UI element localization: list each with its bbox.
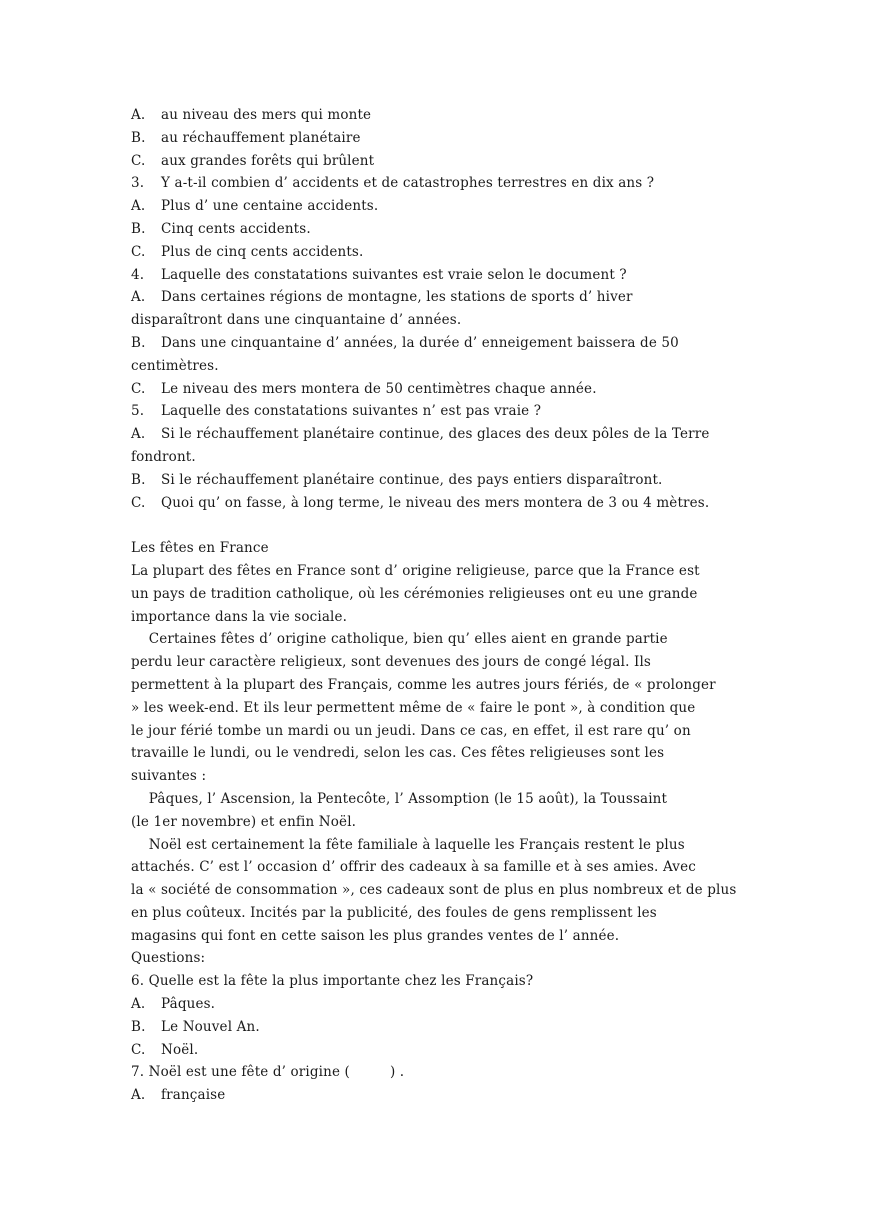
option-letter: A. xyxy=(131,426,146,443)
q4-option-a-continuation: disparaîtront dans une cinquantaine d’ années. xyxy=(131,312,462,329)
questions-label: Questions: xyxy=(131,950,206,967)
question-6: 6. Quelle est la fête la plus importante chez les Français? xyxy=(131,973,534,990)
q4-option-b-continuation: centimètres. xyxy=(131,357,219,374)
passage-line: (le 1er novembre) et enfin Noël. xyxy=(131,813,357,830)
question-number: 4. xyxy=(131,266,145,283)
passage-line: travaille le lundi, ou le vendredi, selon les cas. Ces fêtes religieuses sont les xyxy=(131,745,665,762)
passage-line: la « société de consommation », ces cadeaux sont de plus en plus nombreux et de plus xyxy=(131,882,737,899)
option-letter: B. xyxy=(131,129,146,146)
option-text: française xyxy=(161,1087,226,1104)
question-4 xyxy=(131,264,741,287)
q2-option-c xyxy=(131,150,741,173)
passage-line: un pays de tradition catholique, où les cérémonies religieuses ont eu une grande xyxy=(131,585,698,602)
option-text: Quoi qu’ on fasse, à long terme, le niveau des mers montera de 3 ou 4 mètres. xyxy=(161,494,710,511)
option-text: aux grandes forêts qui brûlent xyxy=(161,152,375,169)
option-letter: C. xyxy=(131,494,146,511)
passage-line: Noël est certainement la fête familiale à laquelle les Français restent le plus xyxy=(131,836,685,853)
option-letter: B. xyxy=(131,1018,146,1035)
question-text: Laquelle des constatations suivantes est vraie selon le document ? xyxy=(161,266,627,283)
passage-line: » les week-end. Et ils leur permettent même de « faire le pont », à condition que xyxy=(131,699,696,716)
q3-option-b xyxy=(131,218,741,241)
option-letter: A. xyxy=(131,198,146,215)
passage-line: magasins qui font en cette saison les plus grandes ventes de l’ année. xyxy=(131,927,620,944)
passage-line: importance dans la vie sociale. xyxy=(131,608,348,625)
q2-option-b xyxy=(131,127,741,150)
passage-line: en plus coûteux. Incités par la publicité, des foules de gens remplissent les xyxy=(131,904,657,921)
option-text: Pâques. xyxy=(161,996,216,1013)
option-text: au réchauffement planétaire xyxy=(161,129,361,146)
passage-line: permettent à la plupart des Français, comme les autres jours fériés, de « prolonger xyxy=(131,676,716,693)
passage-title: Les fêtes en France xyxy=(131,540,269,557)
q5-option-c xyxy=(131,492,741,515)
passage-line: La plupart des fêtes en France sont d’ origine religieuse, parce que la France est xyxy=(131,562,700,579)
q2-option-a xyxy=(131,104,741,127)
option-text: Si le réchauffement planétaire continue, des glaces des deux pôles de la Terre xyxy=(161,426,710,443)
option-text: Cinq cents accidents. xyxy=(161,220,311,237)
q6-option-a xyxy=(131,993,741,1016)
option-letter: A. xyxy=(131,107,146,123)
option-text: Le Nouvel An. xyxy=(161,1018,260,1035)
passage-line: attachés. C’ est l’ occasion d’ offrir des cadeaux à sa famille et à ses amies. Avec xyxy=(131,859,696,876)
question-7: 7. Noël est une fête d’ origine ( ) . xyxy=(131,1064,405,1081)
option-letter: C. xyxy=(131,152,146,169)
q5-option-a xyxy=(131,423,741,446)
option-text: Plus d’ une centaine accidents. xyxy=(161,198,379,215)
q3-option-c xyxy=(131,241,741,264)
option-text: Le niveau des mers montera de 50 centimètres chaque année. xyxy=(161,380,597,397)
document-page xyxy=(131,104,741,1107)
option-text: au niveau des mers qui monte xyxy=(161,107,372,123)
question-5 xyxy=(131,400,741,423)
question-text: Y a-t-il combien d’ accidents et de catastrophes terrestres en dix ans ? xyxy=(161,175,655,192)
option-text: Noël. xyxy=(161,1041,199,1058)
q6-option-c xyxy=(131,1039,741,1062)
q4-option-b xyxy=(131,332,741,355)
q3-option-a xyxy=(131,195,741,218)
q6-option-b xyxy=(131,1016,741,1039)
passage-line: suivantes : xyxy=(131,768,207,785)
q4-option-c xyxy=(131,378,741,401)
section-spacer xyxy=(131,514,741,537)
option-letter: C. xyxy=(131,243,146,260)
option-text: Dans certaines régions de montagne, les stations de sports d’ hiver xyxy=(161,289,633,306)
option-letter: C. xyxy=(131,380,146,397)
passage-line: le jour férié tombe un mardi ou un jeudi. Dans ce cas, en effet, il est rare qu’ on xyxy=(131,722,691,739)
question-text: Laquelle des constatations suivantes n’ est pas vraie ? xyxy=(161,403,542,420)
option-text: Si le réchauffement planétaire continue, des pays entiers disparaîtront. xyxy=(161,471,663,488)
q5-option-a-continuation: fondront. xyxy=(131,448,196,465)
q5-option-b xyxy=(131,469,741,492)
passage-line: Certaines fêtes d’ origine catholique, bien qu’ elles aient en grande partie xyxy=(131,631,668,648)
q7-option-a xyxy=(131,1084,741,1107)
option-letter: A. xyxy=(131,1087,146,1104)
option-letter: A. xyxy=(131,289,146,306)
option-letter: B. xyxy=(131,471,146,488)
question-number: 5. xyxy=(131,403,145,420)
option-letter: A. xyxy=(131,996,146,1013)
option-letter: C. xyxy=(131,1041,146,1058)
q4-option-a xyxy=(131,286,741,309)
option-letter: B. xyxy=(131,220,146,237)
passage-line: perdu leur caractère religieux, sont devenues des jours de congé légal. Ils xyxy=(131,654,651,671)
passage-line: Pâques, l’ Ascension, la Pentecôte, l’ Assomption (le 15 août), la Toussaint xyxy=(131,790,668,807)
question-3 xyxy=(131,172,741,195)
question-number: 3. xyxy=(131,175,145,192)
option-text: Plus de cinq cents accidents. xyxy=(161,243,364,260)
option-text: Dans une cinquantaine d’ années, la durée d’ enneigement baissera de 50 xyxy=(161,334,679,351)
option-letter: B. xyxy=(131,334,146,351)
